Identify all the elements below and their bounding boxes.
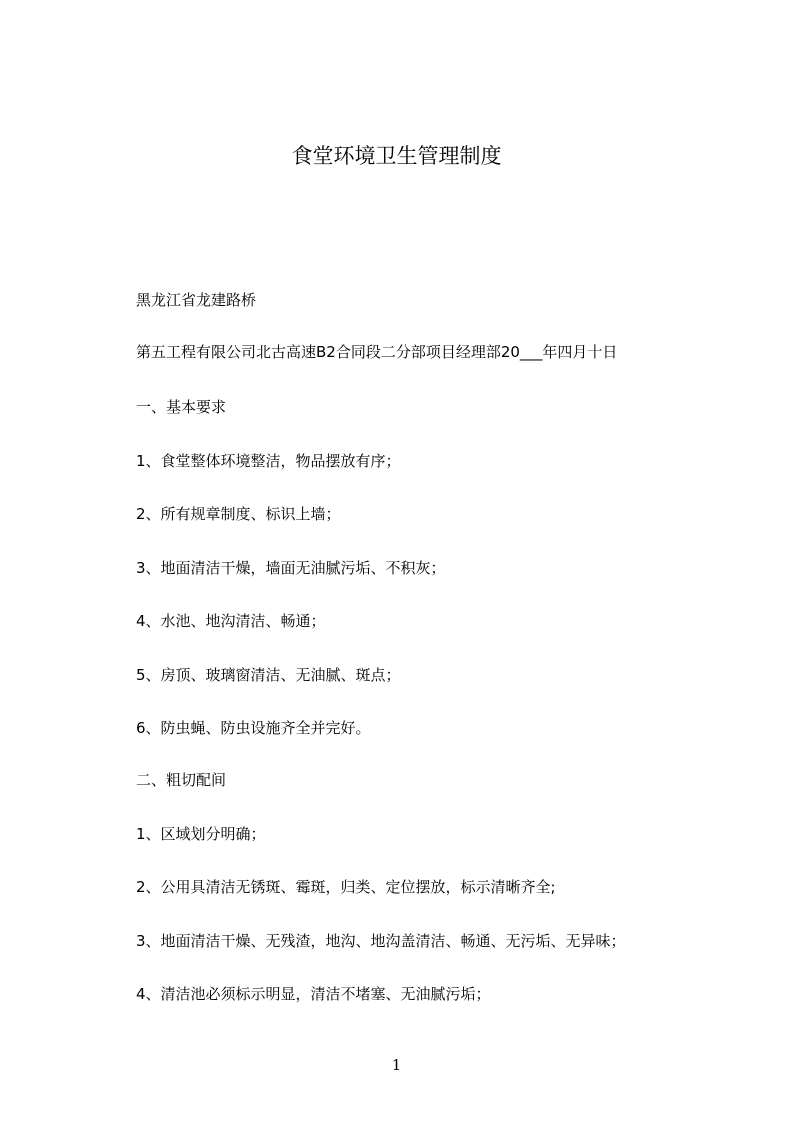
list-item: 1、区域划分明确；	[136, 825, 266, 843]
list-item: 6、防虫蝇、防虫设施齐全并完好。	[136, 719, 371, 737]
document-title: 食堂环境卫生管理制度	[291, 144, 502, 168]
list-item: 3、地面清洁干燥，墙面无油腻污垢、不积灰；	[136, 559, 446, 577]
section-heading-basic-requirements: 一、基本要求	[136, 398, 227, 416]
list-item: 5、房顶、玻璃窗清洁、无油腻、斑点；	[136, 666, 401, 684]
list-item: 2、公用具清洁无锈斑、霉斑，归类、定位摆放，标示清晰齐全;	[136, 878, 556, 896]
list-item: 1、食堂整体环境整洁，物品摆放有序；	[136, 452, 401, 470]
paragraph-company-line-1: 黑龙江省龙建路桥	[136, 291, 257, 309]
page-number: 1	[391, 1056, 402, 1074]
list-item: 2、所有规章制度、标识上墙；	[136, 505, 341, 523]
section-heading-rough-cut-room: 二、粗切配间	[136, 771, 227, 789]
list-item: 3、地面清洁干燥、无残渣，地沟、地沟盖清洁、畅通、无污垢、无异味；	[136, 932, 626, 950]
list-item: 4、水池、地沟清洁、畅通；	[136, 612, 326, 630]
list-item: 4、清洁池必须标示明显，清洁不堵塞、无油腻污垢；	[136, 985, 491, 1003]
paragraph-company-line-2: 第五工程有限公司北古高速B2合同段二分部项目经理部20___年四月十日	[136, 343, 618, 361]
